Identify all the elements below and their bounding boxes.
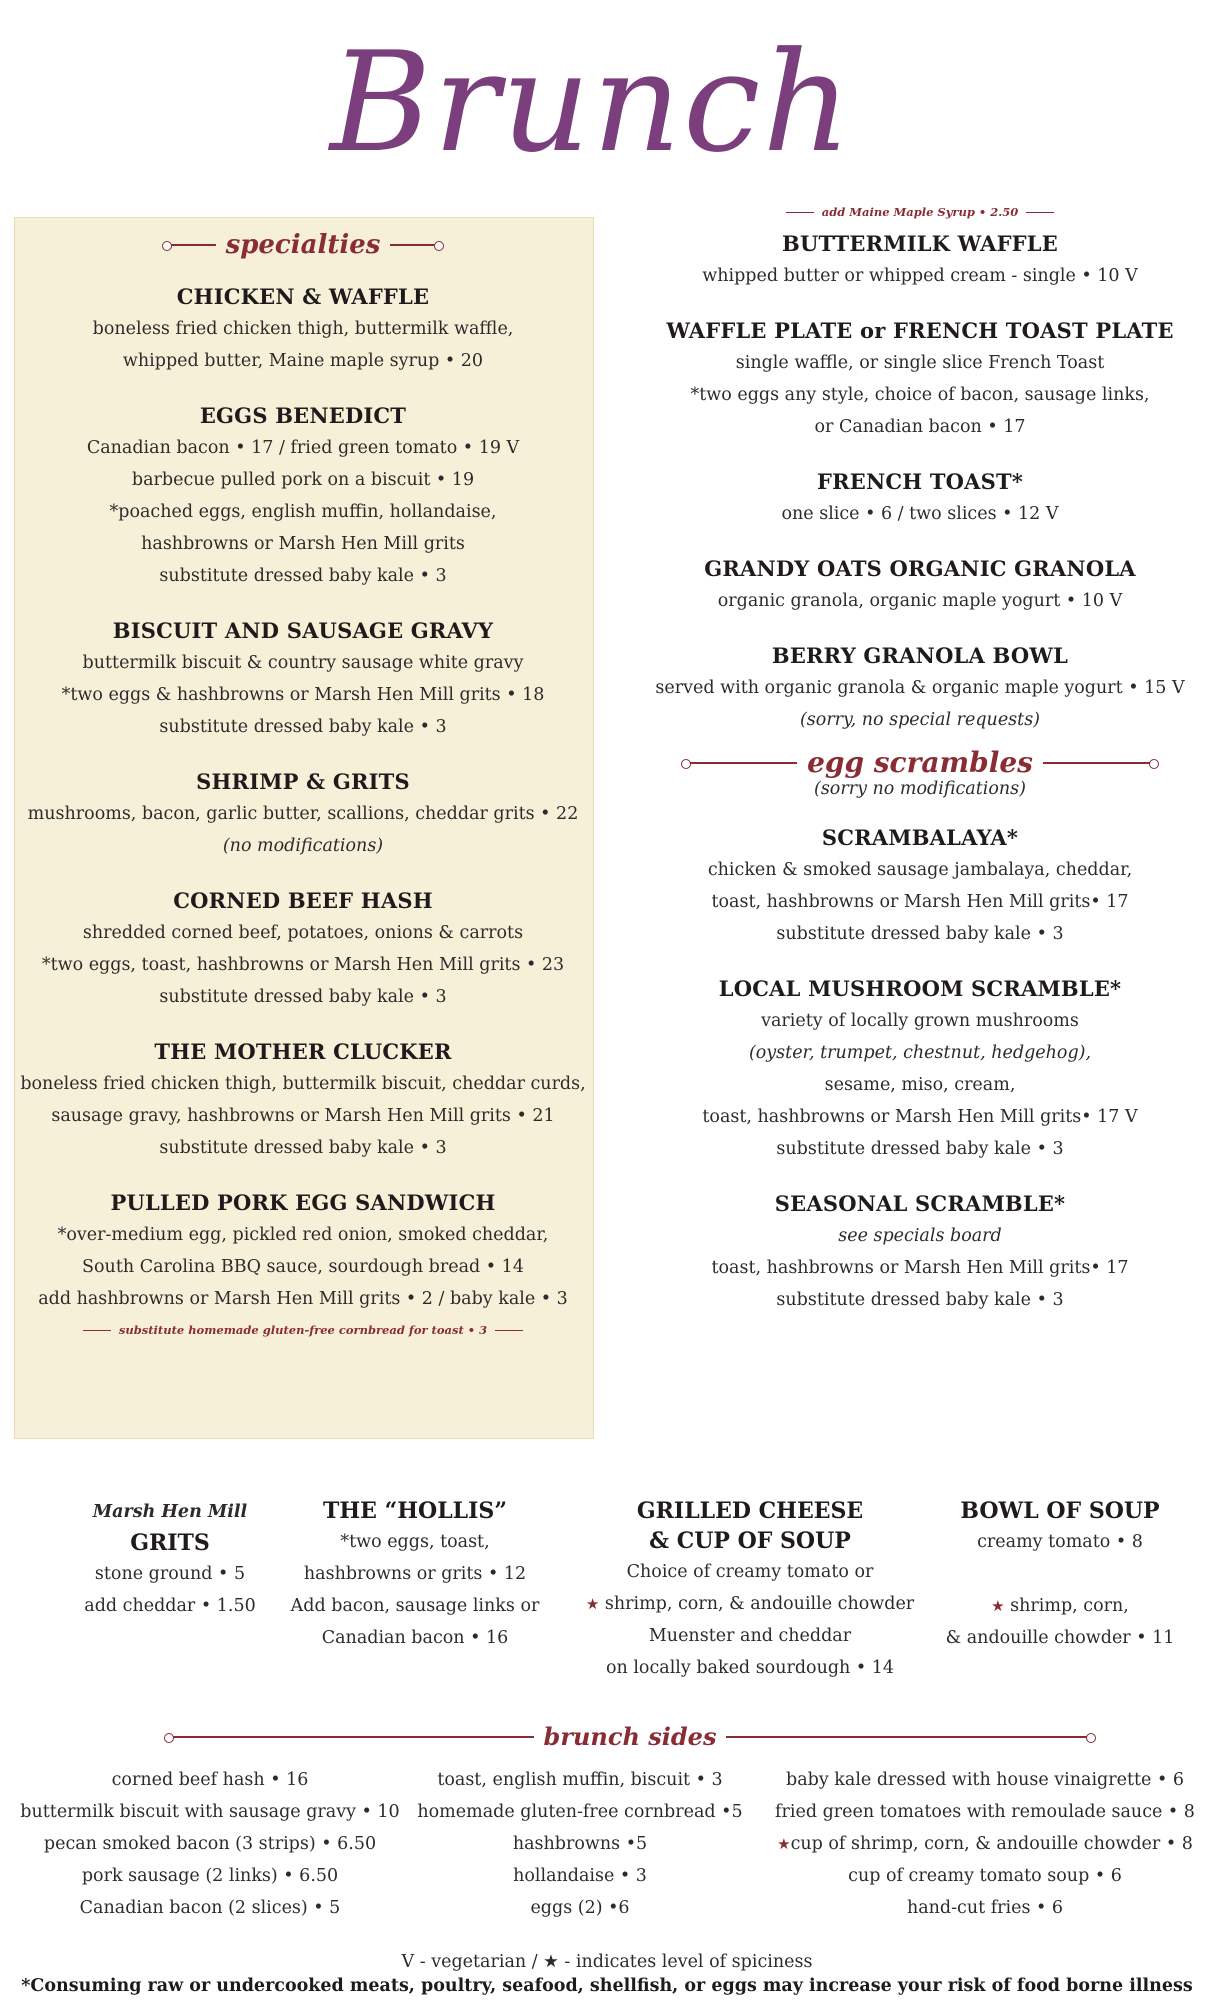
item-name: LOCAL MUSHROOM SCRAMBLE*	[718, 976, 1122, 1001]
item-name: SCRAMBALAYA*	[821, 825, 1019, 850]
item-desc: substitute dressed baby kale • 3	[159, 566, 447, 586]
menu-item-mother-clucker	[14, 1039, 592, 1164]
item-name: BOWL OF SOUP	[960, 1498, 1160, 1524]
item-desc: add cheddar • 1.50	[84, 1596, 256, 1616]
egg-scrambles-heading-text: egg scrambles	[807, 746, 1033, 779]
item-desc: stone ground • 5	[94, 1564, 246, 1584]
item-desc: sausage gravy, hashbrowns or Marsh Hen Mill grits • 21	[51, 1106, 555, 1126]
item-name: GRANDY OATS ORGANIC GRANOLA	[704, 556, 1136, 581]
divider	[83, 1330, 111, 1331]
item-name: EGGS BENEDICT	[199, 403, 407, 428]
side-item: Canadian bacon (2 slices) • 5	[79, 1898, 341, 1918]
item-desc: whipped butter, Maine maple syrup • 20	[122, 351, 484, 371]
item-desc: Canadian bacon • 17 / fried green tomato • 19 V	[86, 438, 520, 458]
food-safety-warning: *Consuming raw or undercooked meats, poultry, seafood, shellfish, or eggs may increase your risk of food borne illness	[21, 1976, 1193, 1996]
menu-item-scrambalaya	[640, 825, 1200, 950]
divider	[168, 244, 216, 246]
menu-item-pulled-pork-sandwich	[14, 1190, 592, 1315]
brunch-sides-heading	[170, 1722, 1090, 1751]
menu-item-granola	[640, 556, 1200, 617]
item-name: CORNED BEEF HASH	[173, 888, 433, 913]
item-name: WAFFLE PLATE or FRENCH TOAST PLATE	[666, 318, 1174, 343]
side-item: baby kale dressed with house vinaigrette • 6	[786, 1770, 1184, 1790]
bottom-row	[0, 1496, 1214, 1706]
grits-block	[60, 1496, 280, 1622]
item-name: FRENCH TOAST*	[816, 469, 1024, 494]
menu-item-waffle-plate	[640, 318, 1200, 443]
item-desc: add hashbrowns or Marsh Hen Mill grits • 2 / baby kale • 3	[38, 1289, 568, 1309]
item-name: PULLED PORK EGG SANDWICH	[110, 1190, 496, 1215]
item-desc: shredded corned beef, potatoes, onions & carrots	[82, 923, 524, 943]
side-item: buttermilk biscuit with sausage gravy • 10	[20, 1802, 400, 1822]
divider	[726, 1736, 1090, 1738]
item-name: BISCUIT AND SAUSAGE GRAVY	[112, 618, 494, 643]
egg-scrambles-heading	[640, 746, 1200, 779]
menu-item-corned-beef-hash	[14, 888, 592, 1013]
item-desc: boneless fried chicken thigh, buttermilk biscuit, cheddar curds,	[20, 1074, 586, 1094]
bowl-soup-block	[940, 1496, 1180, 1654]
gluten-free-note	[14, 1323, 592, 1337]
item-desc: substitute dressed baby kale • 3	[159, 717, 447, 737]
side-item: toast, english muffin, biscuit • 3	[437, 1770, 723, 1790]
divider	[687, 762, 797, 764]
item-desc: *poached eggs, english muffin, hollandaise,	[109, 502, 497, 522]
side-item: homemade gluten-free cornbread •5	[417, 1802, 743, 1822]
item-desc: on locally baked sourdough • 14	[605, 1658, 895, 1678]
item-desc: toast, hashbrowns or Marsh Hen Mill grits• 17	[711, 892, 1129, 912]
item-desc: Choice of creamy tomato or	[626, 1562, 874, 1582]
item-desc: *two eggs any style, choice of bacon, sausage links,	[690, 385, 1150, 405]
item-desc: hashbrowns or grits • 12	[303, 1564, 527, 1584]
brunch-sides-heading-text: brunch sides	[543, 1722, 717, 1751]
side-item: hand-cut fries • 6	[906, 1898, 1064, 1918]
side-item: hollandaise • 3	[513, 1866, 647, 1886]
maple-syrup-note	[640, 205, 1200, 219]
menu-item-biscuit-gravy	[14, 618, 592, 743]
spicy-star-icon: ★	[777, 1835, 791, 1853]
side-item: pecan smoked bacon (3 strips) • 6.50	[43, 1834, 377, 1854]
item-note: see specials board	[838, 1226, 1002, 1246]
side-item-text: cup of shrimp, corn, & andouille chowder • 8	[790, 1834, 1193, 1854]
item-desc: creamy tomato • 8	[977, 1532, 1143, 1552]
specialties-column	[14, 230, 592, 1337]
sides-column-3	[760, 1764, 1210, 1924]
item-desc: substitute dressed baby kale • 3	[776, 924, 1064, 944]
item-desc: substitute dressed baby kale • 3	[159, 1138, 447, 1158]
item-desc: sesame, miso, cream,	[824, 1075, 1016, 1095]
item-desc: one slice • 6 / two slices • 12 V	[781, 504, 1059, 524]
item-desc: *two eggs, toast,	[340, 1532, 490, 1552]
item-desc: toast, hashbrowns or Marsh Hen Mill grits• 17	[711, 1258, 1129, 1278]
item-name: CHICKEN & WAFFLE	[176, 284, 430, 309]
egg-scrambles-subheading: (sorry no modifications)	[814, 779, 1026, 799]
item-desc: boneless fried chicken thigh, buttermilk waffle,	[92, 319, 514, 339]
item-desc: Canadian bacon • 16	[321, 1628, 509, 1648]
item-desc-text: shrimp, corn, & andouille chowder	[604, 1594, 915, 1614]
item-desc: or Canadian bacon • 17	[814, 417, 1026, 437]
menu-item-seasonal-scramble	[640, 1191, 1200, 1316]
item-desc: chicken & smoked sausage jambalaya, cheddar,	[707, 860, 1133, 880]
item-name: SHRIMP & GRITS	[196, 769, 410, 794]
item-name: SEASONAL SCRAMBLE*	[774, 1191, 1066, 1216]
item-desc: served with organic granola & organic maple yogurt • 15 V	[655, 678, 1185, 698]
spicy-star-icon: ★	[991, 1597, 1005, 1615]
item-name: THE “HOLLIS”	[323, 1498, 507, 1524]
grilled-cheese-block	[570, 1496, 930, 1684]
item-desc	[940, 1590, 1180, 1622]
item-desc: (oyster, trumpet, chestnut, hedgehog),	[748, 1043, 1092, 1063]
spicy-star-icon: ★	[585, 1595, 600, 1613]
item-desc: substitute dressed baby kale • 3	[776, 1290, 1064, 1310]
item-desc: *two eggs & hashbrowns or Marsh Hen Mill grits • 18	[61, 685, 545, 705]
menu-item-mushroom-scramble	[640, 976, 1200, 1165]
item-desc: toast, hashbrowns or Marsh Hen Mill grits• 17 V	[702, 1107, 1138, 1127]
side-item: eggs (2) •6	[530, 1898, 630, 1918]
menu-item-buttermilk-waffle	[640, 231, 1200, 292]
spacer	[940, 1558, 1180, 1590]
menu-item-french-toast	[640, 469, 1200, 530]
menu-item-shrimp-grits	[14, 769, 592, 862]
divider	[495, 1330, 523, 1331]
item-name: GRITS	[130, 1530, 210, 1556]
item-desc: South Carolina BBQ sauce, sourdough bread • 14	[82, 1257, 524, 1277]
item-desc: substitute dressed baby kale • 3	[159, 987, 447, 1007]
item-desc: Muenster and cheddar	[648, 1626, 852, 1646]
side-item: pork sausage (2 links) • 6.50	[81, 1866, 339, 1886]
side-item: hashbrowns •5	[512, 1834, 648, 1854]
item-desc: *two eggs, toast, hashbrowns or Marsh Hen Mill grits • 23	[41, 955, 565, 975]
sides-column-2	[410, 1764, 750, 1924]
specialties-heading	[14, 230, 592, 260]
right-column	[640, 205, 1200, 1342]
sides-column-1	[20, 1764, 400, 1924]
divider	[390, 244, 438, 246]
divider	[1026, 212, 1054, 213]
item-desc: mushrooms, bacon, garlic butter, scallions, cheddar grits • 22	[27, 804, 579, 824]
item-desc: buttermilk biscuit & country sausage white gravy	[82, 653, 524, 673]
item-desc: substitute dressed baby kale • 3	[776, 1139, 1064, 1159]
menu-item-eggs-benedict	[14, 403, 592, 592]
item-desc: whipped butter or whipped cream - single • 10 V	[702, 266, 1138, 286]
item-desc	[570, 1588, 930, 1620]
divider	[1043, 762, 1153, 764]
item-desc: barbecue pulled pork on a biscuit • 19	[131, 470, 475, 490]
grits-brand: Marsh Hen Mill	[92, 1502, 248, 1522]
divider	[170, 1736, 534, 1738]
item-name: BUTTERMILK WAFFLE	[782, 231, 1058, 256]
side-item	[760, 1828, 1210, 1860]
item-note: (sorry, no special requests)	[799, 710, 1041, 730]
side-item: fried green tomatoes with remoulade sauce • 8	[775, 1802, 1195, 1822]
item-desc: *over-medium egg, pickled red onion, smoked cheddar,	[57, 1225, 549, 1245]
menu-item-chicken-waffle	[14, 284, 592, 377]
item-desc: single waffle, or single slice French Toast	[735, 353, 1105, 373]
item-name: GRILLED CHEESE	[636, 1498, 864, 1524]
item-name: THE MOTHER CLUCKER	[154, 1039, 452, 1064]
item-desc: hashbrowns or Marsh Hen Mill grits	[141, 534, 465, 554]
item-desc: & andouille chowder • 11	[945, 1628, 1175, 1648]
divider	[786, 212, 814, 213]
menu-title: Brunch	[330, 22, 854, 183]
item-note: (no modifications)	[222, 836, 384, 856]
side-item: cup of creamy tomato soup • 6	[848, 1866, 1122, 1886]
item-desc-text: shrimp, corn,	[1010, 1596, 1129, 1616]
item-desc: organic granola, organic maple yogurt • 10 V	[717, 591, 1123, 611]
maple-syrup-note-text: add Maine Maple Syrup • 2.50	[821, 205, 1019, 219]
legend: V - vegetarian / ★ - indicates level of spiciness	[401, 1952, 813, 1972]
item-desc: variety of locally grown mushrooms	[761, 1011, 1079, 1031]
specialties-heading-text: specialties	[225, 230, 381, 260]
hollis-block	[285, 1496, 545, 1654]
item-name: & CUP OF SOUP	[649, 1528, 851, 1554]
item-name: BERRY GRANOLA BOWL	[771, 643, 1069, 668]
side-item: corned beef hash • 16	[111, 1770, 309, 1790]
item-desc: Add bacon, sausage links or	[290, 1596, 540, 1616]
menu-item-berry-bowl	[640, 643, 1200, 736]
gluten-free-note-text: substitute homemade gluten-free cornbread for toast • 3	[118, 1323, 488, 1337]
